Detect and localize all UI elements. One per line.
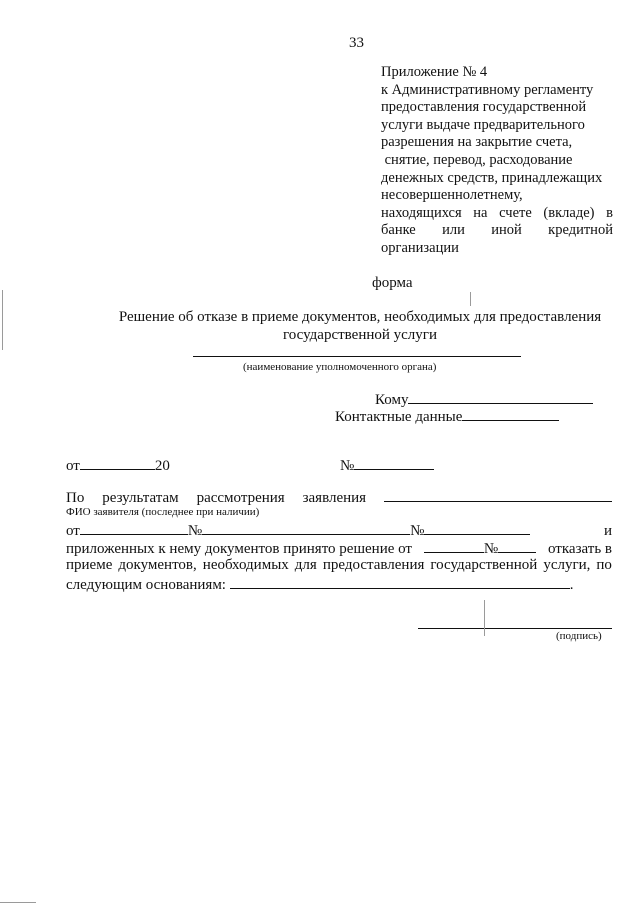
scan-artifact bbox=[470, 292, 471, 306]
application-ref bbox=[66, 520, 530, 540]
document-title bbox=[110, 308, 610, 344]
decision-number-field[interactable] bbox=[354, 455, 434, 470]
page-number: 33 bbox=[349, 35, 364, 51]
body-row-4 bbox=[66, 556, 612, 574]
body-word: документов, bbox=[118, 557, 197, 573]
scan-artifact bbox=[0, 902, 36, 903]
body-word: государственной bbox=[430, 557, 538, 573]
decision-paragraph bbox=[66, 487, 612, 505]
appendix-line: услуги выдаче предварительного bbox=[381, 116, 585, 133]
form-label: форма bbox=[372, 275, 413, 291]
appendix-word: счете bbox=[499, 204, 532, 221]
contacts-label: Контактные данные bbox=[335, 409, 463, 425]
appendix-line: к Административному регламенту bbox=[381, 81, 594, 98]
body-row-3 bbox=[66, 538, 612, 556]
body-word: для bbox=[294, 557, 317, 573]
body-text: приложенных к нему документов принято решение от bbox=[66, 541, 412, 557]
decision-number-row bbox=[340, 455, 434, 475]
refusal-ref bbox=[424, 538, 536, 558]
application-date-field[interactable] bbox=[80, 520, 188, 535]
decision-date-row bbox=[66, 455, 170, 475]
appendix-word: банке bbox=[381, 222, 416, 239]
recipient-label: Кому bbox=[375, 392, 409, 408]
document-title-line: государственной услуги bbox=[283, 327, 437, 343]
body-word: и bbox=[603, 523, 612, 539]
appendix-word: в bbox=[606, 204, 613, 221]
body-row-2 bbox=[66, 520, 612, 538]
contacts-field[interactable] bbox=[462, 406, 559, 421]
body-word: по bbox=[596, 557, 612, 573]
authority-name-caption: (наименование уполномоченного органа) bbox=[243, 361, 437, 373]
document-title-line: Решение об отказе в приеме документов, необходимых для предоставления bbox=[118, 309, 602, 325]
contacts-row bbox=[335, 406, 559, 426]
body-row-5 bbox=[66, 574, 612, 592]
appendix-justified-line bbox=[381, 205, 613, 223]
grounds-end: . bbox=[569, 577, 574, 593]
appendix-line: несовершеннолетнему, bbox=[381, 187, 523, 204]
authority-name-field[interactable] bbox=[193, 356, 521, 357]
grounds-label: следующим основаниям: bbox=[66, 577, 226, 593]
decision-date-label: от bbox=[66, 458, 80, 474]
body-word: услуги, bbox=[543, 557, 591, 573]
appendix-line: организации bbox=[381, 239, 459, 256]
appendix-justified-line bbox=[381, 222, 613, 240]
decision-date-field[interactable] bbox=[80, 455, 155, 470]
decision-number-label: № bbox=[340, 458, 355, 474]
body-word: предоставления bbox=[322, 557, 425, 573]
application-second-number-field[interactable] bbox=[424, 520, 530, 535]
appendix-word: иной bbox=[491, 222, 522, 239]
scan-artifact bbox=[2, 290, 3, 350]
appendix-word: или bbox=[442, 222, 465, 239]
signature-field[interactable] bbox=[418, 628, 612, 629]
body-word: рассмотрения bbox=[196, 490, 285, 506]
body-row-1 bbox=[66, 487, 612, 505]
signature-caption: (подпись) bbox=[556, 630, 602, 642]
refusal-number-field[interactable] bbox=[498, 538, 536, 553]
appendix-block bbox=[381, 64, 613, 258]
appendix-line: снятие, перевод, расходование bbox=[381, 151, 573, 168]
appendix-title: Приложение № 4 bbox=[381, 64, 488, 80]
body-text: отказать в bbox=[548, 541, 612, 557]
application-second-number-label: № bbox=[410, 523, 425, 539]
appendix-word: находящихся bbox=[381, 204, 462, 221]
decision-year: 20 bbox=[154, 458, 170, 474]
body-word: результатам bbox=[102, 490, 179, 506]
body-word: По bbox=[66, 490, 85, 506]
appendix-line: предоставления государственной bbox=[381, 99, 587, 116]
decision-paragraph-continued bbox=[66, 520, 612, 592]
application-number-field[interactable] bbox=[202, 520, 410, 535]
applicant-name-caption: ФИО заявителя (последнее при наличии) bbox=[66, 506, 260, 518]
body-word: заявления bbox=[302, 490, 367, 506]
appendix-line: разрешения на закрытие счета, bbox=[381, 134, 573, 151]
appendix-word: (вкладе) bbox=[543, 204, 595, 221]
body-word: необходимых bbox=[202, 557, 289, 573]
recipient-field[interactable] bbox=[408, 389, 593, 404]
body-word: приеме bbox=[66, 557, 113, 573]
appendix-word: кредитной bbox=[548, 222, 613, 239]
refusal-date-field[interactable] bbox=[424, 538, 484, 553]
scan-artifact bbox=[484, 600, 485, 636]
appendix-line: денежных средств, принадлежащих bbox=[381, 169, 603, 186]
refusal-number-label: № bbox=[483, 541, 499, 557]
application-number-label: № bbox=[187, 523, 203, 539]
grounds-field[interactable] bbox=[230, 574, 570, 589]
applicant-name-field[interactable] bbox=[384, 487, 612, 502]
application-date-label: от bbox=[66, 523, 80, 539]
appendix-word: на bbox=[473, 204, 488, 221]
